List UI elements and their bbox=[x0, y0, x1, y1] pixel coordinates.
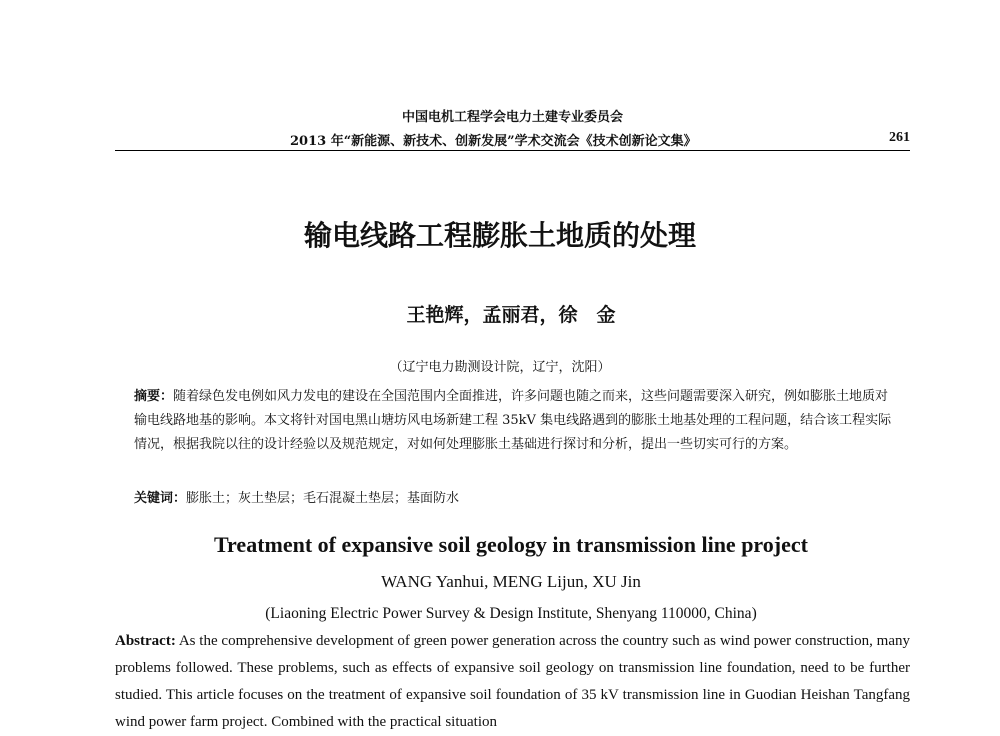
paper-title-cn: 输电线路工程膨胀土地质的处理 bbox=[303, 219, 696, 252]
affiliation-cn: （辽宁电力勘测设计院，辽宁，沈阳） bbox=[389, 360, 611, 375]
running-header bbox=[115, 130, 910, 150]
page-number: 261 bbox=[889, 130, 910, 145]
abstract-en-label: Abstract: bbox=[115, 633, 176, 649]
abstract-cn-text: 随着绿色发电例如风力发电的建设在全国范围内全面推进，许多问题也随之而来，这些问题需要深入研究，例如膨胀土地质对输电线路地基的影响。本文将针对国电黑山塘坊风电场新建工程 35kV 集电线路遇到的膨胀土地基处理的工程问题，结合该工程实际情况，根据我院以往的设计经验以及规范规定，对如何处理膨胀土基础进行探讨和分析，提出一些切实可行的方案。 bbox=[134, 389, 892, 452]
keywords-cn-label: 关键词： bbox=[134, 491, 187, 506]
abstract-cn-label: 摘要： bbox=[134, 389, 174, 404]
running-header-organization: 中国电机工程学会电力土建专业委员会 bbox=[401, 110, 623, 125]
keywords-cn bbox=[134, 487, 894, 506]
abstract-cn bbox=[134, 385, 894, 457]
running-header-series: 2013 年“新能源、新技术、创新发展”学术交流会《技术创新论文集》 bbox=[290, 134, 697, 149]
paper-title-en: Treatment of expansive soil geology in transmission line project bbox=[214, 532, 808, 557]
header-rule bbox=[115, 150, 910, 151]
authors-en: WANG Yanhui, MENG Lijun, XU Jin bbox=[381, 572, 641, 591]
abstract-en bbox=[115, 628, 910, 736]
keywords-cn-text: 膨胀土；灰土垫层；毛石混凝土垫层；基面防水 bbox=[186, 491, 460, 506]
authors-cn: 王艳辉，孟丽君，徐 金 bbox=[406, 304, 616, 326]
abstract-en-text: As the comprehensive development of green power generation across the country such as wind power construction, many problems followed. These problems, such as effects of expansive soil geology on transmission line foundation, need to be further studied. This article focuses on the treatment of expansive soil foundation of 35 kV transmission line in Guodian Heishan Tangfang wind power farm project. Combined with the practical situation bbox=[115, 633, 910, 730]
affiliation-en: (Liaoning Electric Power Survey & Design Institute, Shenyang 110000, China) bbox=[265, 605, 757, 622]
